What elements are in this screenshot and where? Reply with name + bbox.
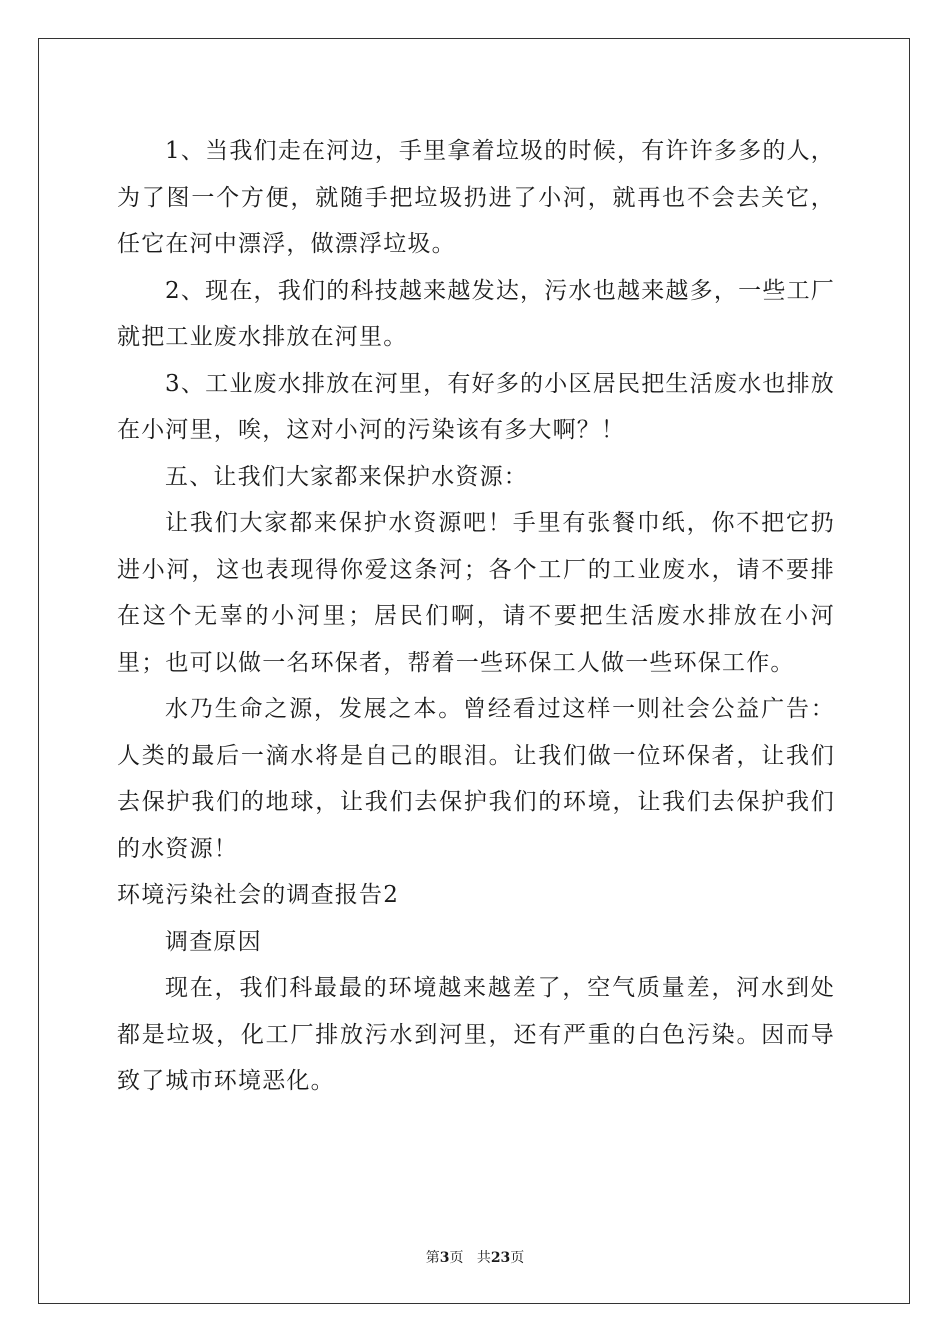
footer-page-suffix: 页 — [449, 1250, 464, 1266]
footer-total-prefix: 共 — [476, 1250, 491, 1266]
paragraph-reason: 现在，我们科最最的环境越来越差了，空气质量差，河水到处都是垃圾，化工厂排放污水到河里，还有严重的白色污染。因而导致了城市环境恶化。 — [117, 975, 835, 1094]
document-body — [117, 128, 835, 1105]
paragraph-protect-water: 让我们大家都来保护水资源吧！手里有张餐巾纸，你不把它扔进小河，这也表现得你爱这条河；各个工厂的工业废水，请不要排在这个无辜的小河里；居民们啊，请不要把生活废水排放在小河里；也可以做一名环保者，帮着一些环保工人做一些环保工作。 — [117, 510, 835, 676]
paragraph-3: 3、工业废水排放在河里，有好多的小区居民把生活废水也排放在小河里，唉，这对小河的污染该有多大啊？！ — [117, 370, 835, 443]
section-heading-5: 五、让我们大家都来保护水资源： — [165, 463, 528, 490]
report-title-2: 环境污染社会的调查报告2 — [117, 882, 400, 908]
subheading-reason: 调查原因 — [165, 928, 262, 955]
footer-total-suffix: 页 — [510, 1250, 525, 1266]
paragraph-conclusion: 水乃生命之源，发展之本。曾经看过这样一则社会公益广告：人类的最后一滴水将是自己的眼泪。让我们做一位环保者，让我们去保护我们的地球，让我们去保护我们的环境，让我们去保护我们的水资源！ — [117, 696, 835, 862]
footer-prefix: 第 — [425, 1250, 440, 1266]
footer-total-pages: 23 — [490, 1250, 511, 1266]
paragraph-2: 2、现在，我们的科技越来越发达，污水也越来越多，一些工厂就把工业废水排放在河里。 — [117, 277, 835, 350]
page-footer — [0, 1247, 950, 1267]
footer-current-page: 3 — [439, 1250, 450, 1266]
paragraph-1: 1、当我们走在河边，手里拿着垃圾的时候，有许许多多的人，为了图一个方便，就随手把垃圾扔进了小河，就再也不会去关它，任它在河中漂浮，做漂浮垃圾。 — [117, 138, 835, 257]
